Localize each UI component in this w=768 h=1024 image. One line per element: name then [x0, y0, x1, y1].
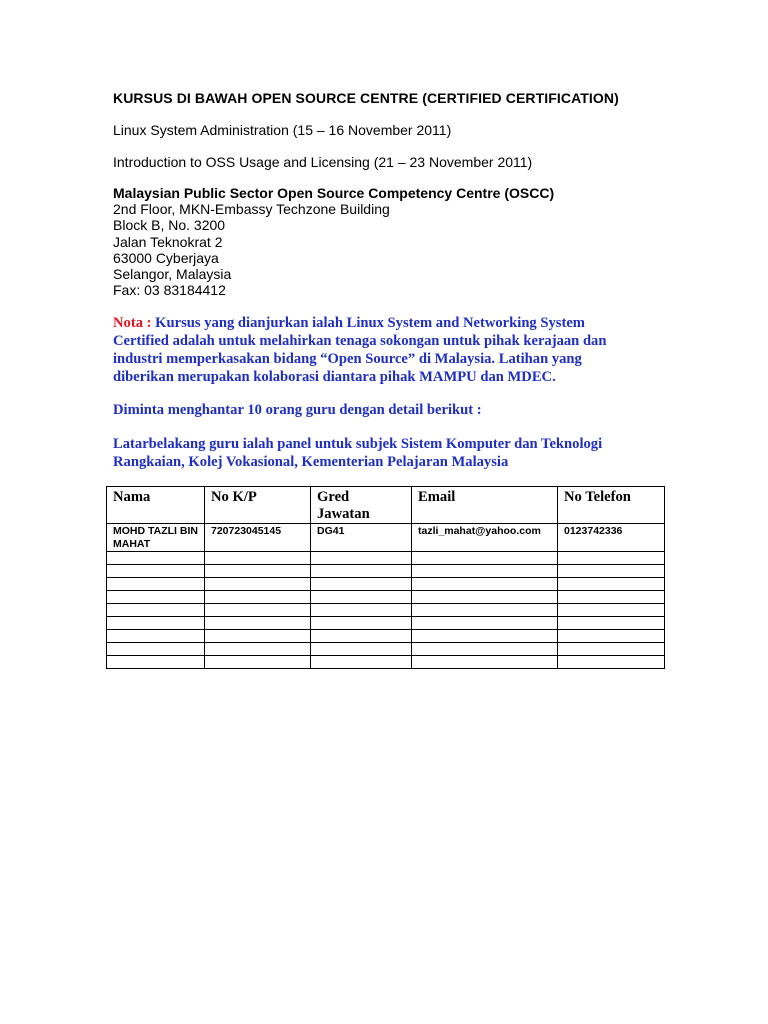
cell-gred-jawatan [311, 656, 412, 669]
cell-nama [107, 604, 205, 617]
cell-email [412, 604, 558, 617]
note-label: Nota : [113, 315, 152, 331]
cell-nama [107, 630, 205, 643]
header-no-telefon: No Telefon [558, 487, 665, 524]
table-row [107, 630, 665, 643]
organization-name: Malaysian Public Sector Open Source Competency Centre (OSCC) [113, 185, 555, 201]
address-line: Jalan Teknokrat 2 [113, 233, 223, 250]
note-paragraph [113, 314, 643, 386]
cell-email [412, 552, 558, 565]
header-nama: Nama [107, 487, 205, 524]
cell-no-kp [205, 630, 311, 643]
cell-email [412, 617, 558, 630]
cell-nama [107, 565, 205, 578]
table-row [107, 578, 665, 591]
cell-nama [107, 552, 205, 565]
table-row [107, 643, 665, 656]
cell-no-kp [205, 617, 311, 630]
cell-nama [107, 643, 205, 656]
cell-nama [107, 591, 205, 604]
fax-line: Fax: 03 83184412 [113, 282, 226, 299]
address-line: 63000 Cyberjaya [113, 249, 219, 266]
cell-gred-jawatan [311, 591, 412, 604]
table-row [107, 552, 665, 565]
cell-nama: MOHD TAZLI BIN MAHAT [107, 524, 205, 552]
cell-nama [107, 656, 205, 669]
cell-gred-jawatan [311, 630, 412, 643]
cell-no-kp [205, 565, 311, 578]
cell-no-telefon [558, 643, 665, 656]
request-paragraph: Diminta menghantar 10 orang guru dengan detail berikut : [113, 402, 482, 418]
cell-nama [107, 578, 205, 591]
cell-no-telefon [558, 617, 665, 630]
address-line: Block B, No. 3200 [113, 217, 226, 234]
cell-no-telefon [558, 630, 665, 643]
cell-gred-jawatan [311, 617, 412, 630]
header-no-kp: No K/P [205, 487, 311, 524]
course-oss-usage: Introduction to OSS Usage and Licensing (21 – 23 November 2011) [113, 154, 533, 170]
cell-no-kp [205, 591, 311, 604]
cell-gred-jawatan [311, 578, 412, 591]
cell-gred-jawatan [311, 552, 412, 565]
cell-no-kp [205, 656, 311, 669]
table-header-row [107, 487, 665, 524]
note-text: Kursus yang dianjurkan ialah Linux System and Networking System Certified adalah untuk melahirkan tenaga sokongan untuk pihak kerajaan dan industri memperkasakan bidang “Open Source” di Malaysia. Latihan yang diberikan merupakan kolaborasi diantara pihak MAMPU dan MDEC. [113, 315, 607, 385]
cell-no-kp [205, 604, 311, 617]
cell-no-telefon [558, 578, 665, 591]
cell-no-telefon [558, 591, 665, 604]
background-paragraph: Latarbelakang guru ialah panel untuk subjek Sistem Komputer dan Teknologi Rangkaian, Kolej Vokasional, Kementerian Pelajaran Malaysia [113, 436, 603, 470]
cell-no-telefon [558, 552, 665, 565]
header-gred-jawatan: Gred Jawatan [311, 487, 412, 524]
cell-email [412, 565, 558, 578]
address-line: 2nd Floor, MKN-Embassy Techzone Building [113, 201, 390, 218]
table-row [107, 656, 665, 669]
cell-no-telefon [558, 565, 665, 578]
table-row [107, 591, 665, 604]
table-row [107, 617, 665, 630]
cell-no-telefon [558, 604, 665, 617]
address-line: Selangor, Malaysia [113, 266, 232, 283]
cell-gred-jawatan: DG41 [311, 524, 412, 552]
cell-email [412, 630, 558, 643]
cell-email [412, 578, 558, 591]
header-email: Email [412, 487, 558, 524]
course-linux-admin: Linux System Administration (15 – 16 November 2011) [113, 122, 452, 138]
cell-no-kp [205, 578, 311, 591]
cell-gred-jawatan [311, 565, 412, 578]
oscc-address-block [113, 185, 554, 298]
cell-email [412, 643, 558, 656]
cell-no-telefon [558, 656, 665, 669]
cell-no-kp: 720723045145 [205, 524, 311, 552]
table-row [107, 524, 665, 552]
cell-gred-jawatan [311, 604, 412, 617]
cell-email: tazli_mahat@yahoo.com [412, 524, 558, 552]
teacher-details-table [106, 486, 665, 669]
table-row [107, 604, 665, 617]
cell-gred-jawatan [311, 643, 412, 656]
table-row [107, 565, 665, 578]
cell-nama [107, 617, 205, 630]
cell-email [412, 656, 558, 669]
cell-email [412, 591, 558, 604]
cell-no-kp [205, 643, 311, 656]
document-heading: KURSUS DI BAWAH OPEN SOURCE CENTRE (CERTIFIED CERTIFICATION) [113, 90, 619, 106]
cell-no-kp [205, 552, 311, 565]
cell-no-telefon: 0123742336 [558, 524, 665, 552]
